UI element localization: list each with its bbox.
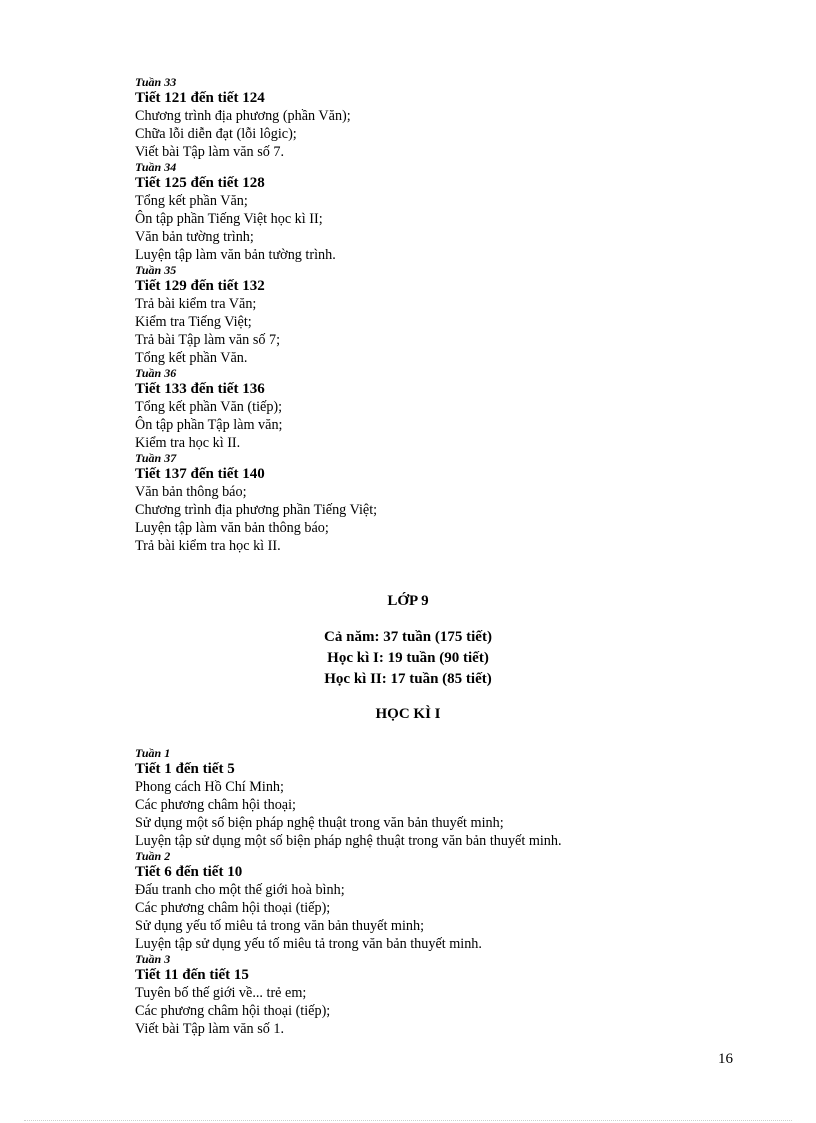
lesson-item: Chương trình địa phương (phần Văn); (135, 108, 351, 124)
period-range: Tiết 129 đến tiết 132 (135, 278, 265, 294)
year-summary (0, 627, 816, 690)
weeks-33-37-list (135, 76, 695, 555)
week-label: Tuần 36 (135, 366, 177, 380)
lesson-item: Viết bài Tập làm văn số 1. (135, 1021, 285, 1037)
lesson-item: Trả bài Tập làm văn số 7; (135, 332, 281, 348)
weeks-1-3-list (135, 747, 695, 1038)
period-range: Tiết 133 đến tiết 136 (135, 381, 265, 397)
lesson-item: Văn bản thông báo; (135, 484, 247, 500)
lesson-item: Ôn tập phần Tập làm văn; (135, 417, 283, 433)
lesson-item: Chương trình địa phương phần Tiếng Việt; (135, 502, 378, 518)
lesson-item: Luyện tập làm văn bản thông báo; (135, 520, 329, 536)
lesson-item: Kiểm tra Tiếng Việt; (135, 314, 252, 330)
lesson-item: Đấu tranh cho một thế giới hoà bình; (135, 882, 345, 898)
lesson-item: Ôn tập phần Tiếng Việt học kì II; (135, 211, 323, 227)
week-label: Tuần 2 (135, 849, 171, 863)
lesson-item: Viết bài Tập làm văn số 7. (135, 144, 285, 160)
period-range: Tiết 1 đến tiết 5 (135, 761, 235, 777)
lesson-item: Phong cách Hồ Chí Minh; (135, 779, 284, 795)
week-label: Tuần 3 (135, 952, 171, 966)
lesson-item: Tổng kết phần Văn. (135, 350, 248, 366)
grade-title: LỚP 9 (387, 593, 429, 609)
term2-total: Học kì II: 17 tuần (85 tiết) (324, 671, 492, 687)
page-number: 16 (718, 1051, 733, 1067)
lesson-item: Các phương châm hội thoại (tiếp); (135, 1003, 331, 1019)
week-label: Tuần 33 (135, 75, 177, 89)
semester-title: HỌC KÌ I (375, 706, 441, 722)
lesson-item: Tổng kết phần Văn (tiếp); (135, 399, 283, 415)
lesson-item: Các phương châm hội thoại; (135, 797, 296, 813)
lesson-item: Sử dụng một số biện pháp nghệ thuật trong văn bản thuyết minh; (135, 815, 504, 831)
lesson-item: Sử dụng yếu tố miêu tả trong văn bản thuyết minh; (135, 918, 425, 934)
week-label: Tuần 34 (135, 160, 177, 174)
year-total: Cả năm: 37 tuần (175 tiết) (324, 629, 492, 645)
week-label: Tuần 35 (135, 263, 177, 277)
week-label: Tuần 1 (135, 746, 171, 760)
page-bottom-rule (24, 1120, 792, 1121)
period-range: Tiết 125 đến tiết 128 (135, 175, 265, 191)
period-range: Tiết 11 đến tiết 15 (135, 967, 249, 983)
lesson-item: Luyện tập làm văn bản tường trình. (135, 247, 336, 263)
lesson-item: Trả bài kiểm tra Văn; (135, 296, 257, 312)
period-range: Tiết 121 đến tiết 124 (135, 90, 265, 106)
lesson-item: Kiểm tra học kì II. (135, 435, 241, 451)
lesson-item: Tuyên bố thế giới về... trẻ em; (135, 985, 307, 1001)
lesson-item: Luyện tập sử dụng yếu tố miêu tả trong văn bản thuyết minh. (135, 936, 482, 952)
period-range: Tiết 137 đến tiết 140 (135, 466, 265, 482)
lesson-item: Luyện tập sử dụng một số biện pháp nghệ thuật trong văn bản thuyết minh. (135, 833, 562, 849)
lesson-item: Văn bản tường trình; (135, 229, 254, 245)
lesson-item: Các phương châm hội thoại (tiếp); (135, 900, 331, 916)
lesson-item: Trả bài kiểm tra học kì II. (135, 538, 281, 554)
period-range: Tiết 6 đến tiết 10 (135, 864, 243, 880)
lesson-item: Chữa lỗi diễn đạt (lỗi lôgic); (135, 126, 297, 142)
week-label: Tuần 37 (135, 451, 177, 465)
lesson-item: Tổng kết phần Văn; (135, 193, 248, 209)
term1-total: Học kì I: 19 tuần (90 tiết) (327, 650, 489, 666)
